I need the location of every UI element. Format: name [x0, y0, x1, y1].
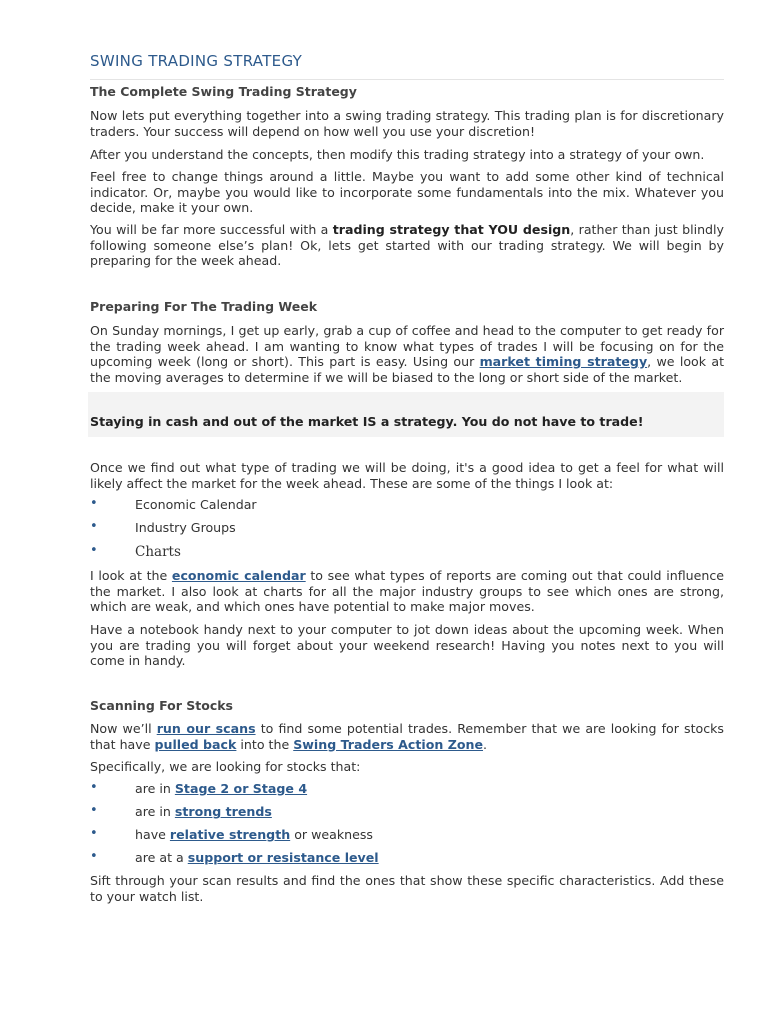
paragraph-run-scans: Now we’ll run our scans to find some potential trades. Remember that we are looking for stocks that have pulled back into the Swing Traders Action Zone.	[90, 721, 724, 752]
list-item: • Charts	[90, 543, 181, 560]
callout-text: Staying in cash and out of the market IS a strategy. You do not have to trade!	[90, 414, 644, 429]
list-item: • Industry Groups	[90, 519, 236, 535]
link-support-or-resistance-level[interactable]: support or resistance level	[187, 850, 379, 865]
bullet-icon: •	[90, 496, 98, 511]
paragraph-sunday: On Sunday mornings, I get up early, grab a cup of coffee and head to the computer to get ready for the trading week ahead. I am wanting to know what types of trades I will be focusing on for the upcoming week (long or short). This part is easy. Using our market timing strategy, we look at the moving averages to determine if we will be biased to the long or short side of the market.	[90, 323, 725, 385]
paragraph-economic-calendar: I look at the economic calendar to see what types of reports are coming out that could influence the market. I also look at charts for all the major industry groups to see which ones are strong, which are weak, and which ones have potential to make major moves.	[90, 568, 725, 614]
list-item: • have relative strength or weakness	[90, 826, 373, 842]
paragraph-specifically: Specifically, we are looking for stocks that:	[90, 759, 361, 774]
paragraph-feel-for-market: Once we find out what type of trading we will be doing, it's a good idea to get a feel for what will likely affect the market for the week ahead. These are some of the things I look at:	[90, 460, 724, 491]
link-run-our-scans[interactable]: run our scans	[156, 721, 256, 736]
bullet-icon: •	[90, 519, 98, 534]
paragraph-concepts: After you understand the concepts, then modify this trading strategy into a strategy of your own.	[90, 147, 705, 162]
link-pulled-back[interactable]: pulled back	[154, 736, 237, 752]
emphasis-your-design: trading strategy that YOU design	[332, 222, 571, 237]
list-item: • are in strong trends	[90, 803, 272, 819]
paragraph-sift-results: Sift through your scan results and find the ones that show these specific characteristics. Add these to your watch list.	[90, 873, 724, 904]
link-relative-strength[interactable]: relative strength	[169, 827, 291, 842]
paragraph-change-things: Feel free to change things around a little. Maybe you want to add some other kind of technical indicator. Or, maybe you would like to incorporate some fundamentals into the mix. Whatever you decide, make it your own.	[90, 169, 724, 215]
paragraph-notebook: Have a notebook handy next to your computer to jot down ideas about the upcoming week. When you are trading you will forget about your weekend research! Having you notes next to you will come in handy.	[90, 622, 724, 668]
link-economic-calendar[interactable]: economic calendar	[171, 568, 306, 583]
section-heading-preparing: Preparing For The Trading Week	[90, 299, 318, 314]
section-heading-complete-strategy: The Complete Swing Trading Strategy	[90, 84, 357, 99]
bullet-icon: •	[90, 780, 98, 795]
list-item: • are at a support or resistance level	[90, 849, 379, 865]
section-heading-scanning: Scanning For Stocks	[90, 698, 233, 713]
link-stage-2-or-stage-4[interactable]: Stage 2 or Stage 4	[174, 781, 308, 796]
link-swing-traders-action-zone[interactable]: Swing Traders Action Zone	[293, 736, 484, 752]
paragraph-own-design: You will be far more successful with a trading strategy that YOU design, rather than just blindly following someone else’s plan! Ok, lets get started with our trading strategy. We will begin by preparing for the week ahead.	[90, 222, 724, 268]
bullet-icon: •	[90, 803, 98, 818]
callout-box	[88, 392, 724, 437]
link-market-timing-strategy[interactable]: market timing strategy	[479, 354, 648, 369]
bullet-icon: •	[90, 849, 98, 864]
page-title: SWING TRADING STRATEGY	[90, 52, 724, 80]
bullet-icon: •	[90, 826, 98, 841]
bullet-icon: •	[90, 543, 98, 558]
paragraph-intro: Now lets put everything together into a swing trading strategy. This trading plan is for discretionary traders. Your success will depend on how well you use your discretion!	[90, 108, 724, 139]
list-item: • Economic Calendar	[90, 496, 257, 512]
link-strong-trends[interactable]: strong trends	[174, 804, 272, 819]
list-item: • are in Stage 2 or Stage 4	[90, 780, 308, 796]
